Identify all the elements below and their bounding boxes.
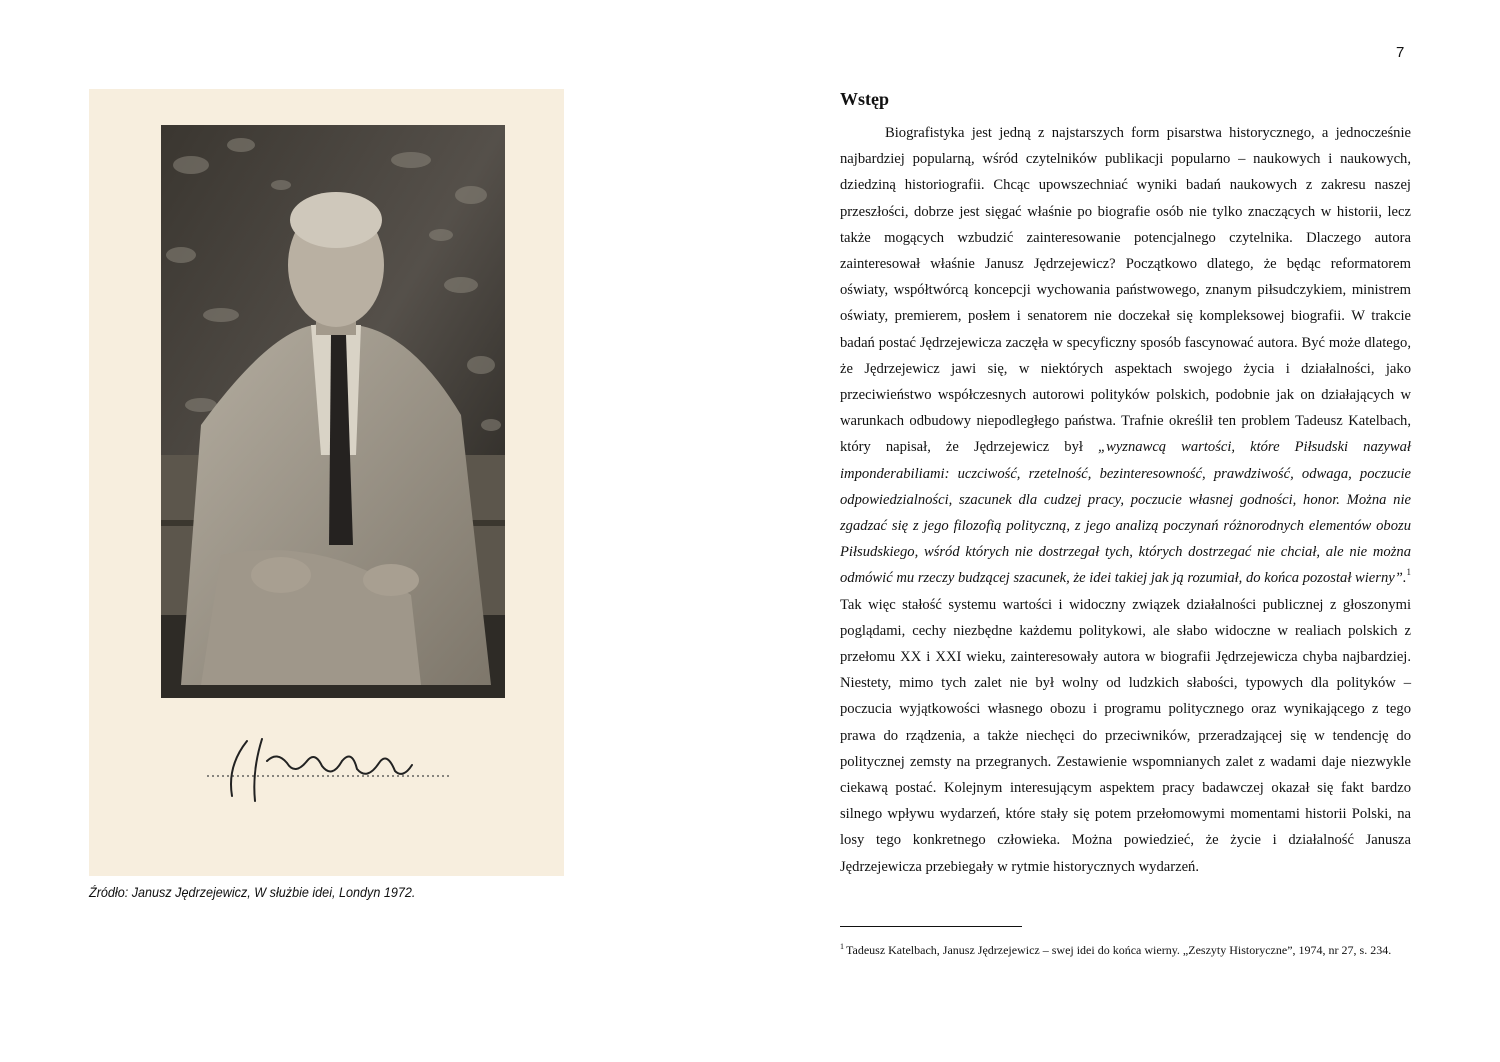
author-signature [207, 721, 452, 806]
figure-caption: Źródło: Janusz Jędrzejewicz, W służbie idei, Londyn 1972. [89, 884, 416, 900]
footnote-reference[interactable]: 1 [1406, 567, 1412, 578]
paragraph-text-continued: Tak więc stałość systemu wartości i widoczny związek działalności publicznej z głoszonymi poglądami, cechy niezbędne każdemu politykowi, ale słabo widoczne w realiach polskich z przełomu XX i XXI wieku, zainteresowały autora w biografii Jędrzejewicza chyba najbardziej. Niestety, mimo tych zalet nie był wolny od ludzkich słabości, typowych dla polityków – poczucia wyjątkowości własnego obozu i programu politycznego oraz wynikającego z tego prawa do rządzenia, a także niechęci do przeciwników, przeradzającej się w tendencję do politycznej zemsty na przegranych. Zestawienie wspomnianych zalet z wadami daje niezwykle ciekawą postać. Kolejnym interesującym aspektem pracy badawczej okazał się fakt bardzo silnego wpływu wydarzeń, które stały się potem przełomowymi momentami historii Polski, na losy tego konkretnego człowieka. Można powiedzieć, że życie i działalność Janusza Jędrzejewicza przebiegały w rytmie historycznych wydarzeń. [840, 596, 1411, 875]
footnote-number: 1 [840, 942, 844, 951]
paragraph [840, 120, 1411, 880]
footnote-text: Tadeusz Katelbach, Janusz Jędrzejewicz – swej idei do końca wierny. „Zeszyty Historyczne”, 1974, nr 27, s. 234. [846, 943, 1392, 957]
frontispiece-plate [89, 89, 564, 876]
footnote-separator [840, 926, 1022, 927]
chapter-heading: Wstęp [840, 89, 889, 109]
page-number: 7 [1396, 44, 1405, 61]
paragraph-text: Biografistyka jest jedną z najstarszych form pisarstwa historycznego, a jednocześnie najbardziej popularną, wśród czytelników publikacji popularno – naukowych i naukowych, dziedziną historiografii. Chcąc upowszechniać wyniki badań naukowych z zakresu naszej przeszłości, dobrze jest sięgać właśnie po biografie osób nie tylko znaczących w historii, lecz także mogących wzbudzić zainteresowanie potencjalnego czytelnika. Dlaczego autora zainteresował właśnie Janusz Jędrzejewicz? Początkowo dlatego, że będąc reformatorem oświaty, współtwórcą koncepcji wychowania państwowego, znanym piłsudczykiem, ministrem oświaty, premierem, posłem i senatorem nie doczekał się kompleksowej biografii. W trakcie badań postać Jędrzejewicza zaczęła w specyficzny sposób fascynować autora. Być może dlatego, że Jędrzejewicz jawi się, w niektórych aspektach swojego życia i działalności, jako przeciwieństwo współczesnych autorowi polityków polskich, podobnie jak on działających w warunkach odbudowy niepodległego państwa. Trafnie określił ten problem Tadeusz Katelbach, który napisał, że Jędrzejewicz był [840, 125, 1411, 456]
chapter-body [840, 120, 1411, 880]
footnote [840, 942, 1411, 959]
portrait-photo [161, 125, 505, 698]
katelbach-quote: „wyznawcą wartości, które Piłsudski nazywał imponderabiliami: uczciwość, rzetelność, bezinteresowność, prawdziwość, odwaga, poczucie odpowiedzialności, szacunek dla cudzej pracy, poczucie własnej godności, honor. Można nie zgadzać się z jego filozofią polityczną, z jego analizą poczynań różnorodnych elementów obozu Piłsudskiego, wśród których nie dostrzegał tych, których dostrzegać nie chciał, ale nie można odmówić mu rzeczy budzącej szacunek, że idei takiej jak ją rozumiał, do końca pozostał wierny”. [840, 439, 1411, 587]
